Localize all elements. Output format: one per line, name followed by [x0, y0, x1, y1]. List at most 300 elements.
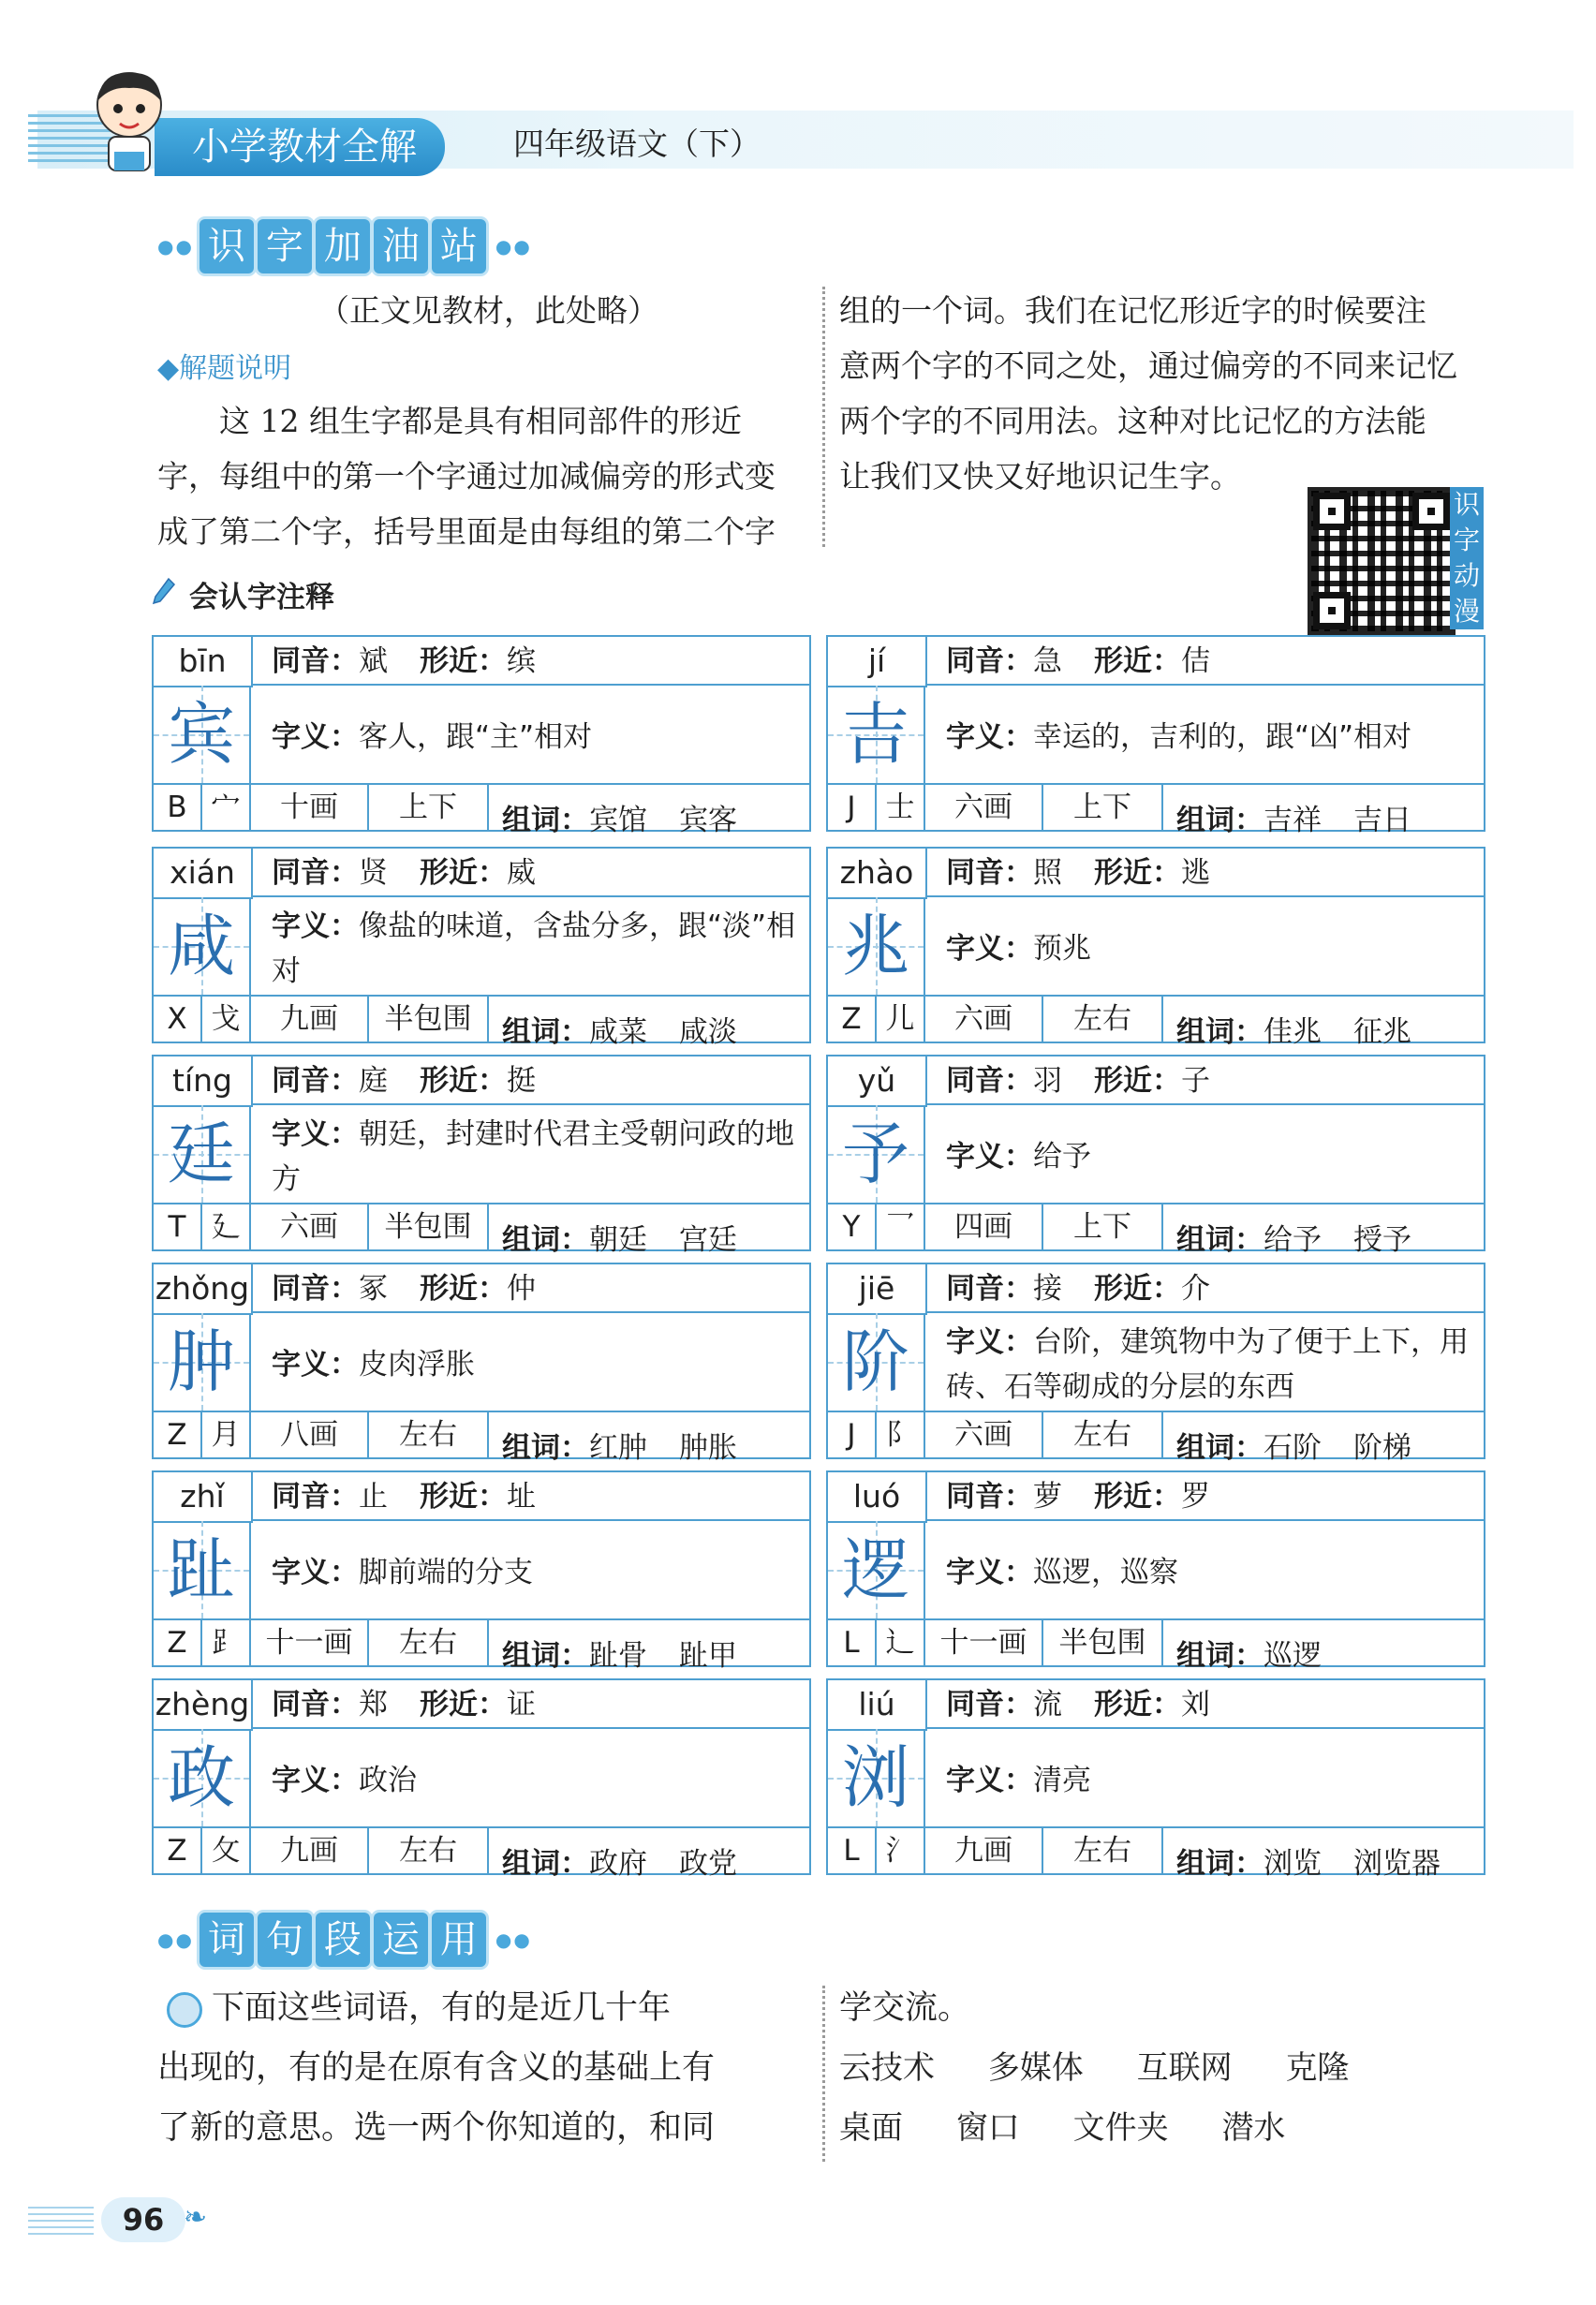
radical: 儿 [877, 997, 925, 1042]
stroke-info-row [154, 1620, 809, 1673]
stroke-count: 六画 [925, 1412, 1043, 1457]
xingjin-label: 形近： [1094, 1688, 1181, 1721]
stroke-count: 九画 [925, 1828, 1043, 1873]
homophone-similar-row [925, 637, 1484, 686]
character: 逻 [841, 1530, 909, 1609]
ziyi-label: 字义： [272, 1556, 359, 1589]
homophone-similar-row [251, 1680, 809, 1729]
title-char: 站 [432, 219, 486, 273]
character: 廷 [167, 1115, 235, 1193]
footer-stripes [28, 2207, 94, 2239]
pinyin: zhǐ [154, 1472, 253, 1523]
text-line: 两个字的不同用法。这种对比记忆的方法能 [839, 403, 1426, 439]
xingjin-value: 威 [507, 856, 536, 890]
pinyin: liú [828, 1680, 927, 1731]
xingjin-label: 形近： [1094, 1480, 1181, 1514]
stroke-info-row [828, 785, 1484, 837]
word-group [1163, 997, 1485, 1049]
word-item: 文件夹 [1072, 2109, 1169, 2147]
zuci-word: 石阶 [1264, 1431, 1322, 1465]
zuci-word: 授予 [1353, 1223, 1411, 1257]
tongyin-value: 流 [1033, 1688, 1062, 1721]
radical: 辶 [877, 1620, 925, 1665]
structure: 半包围 [1043, 1620, 1163, 1665]
initial-letter: Z [154, 1828, 202, 1873]
character: 浏 [841, 1738, 909, 1817]
word-group [1163, 1412, 1485, 1465]
zuci-word: 趾骨 [589, 1639, 647, 1673]
tongyin-value: 庭 [359, 1064, 388, 1098]
zuci-label: 组词： [502, 1847, 589, 1881]
initial-letter: B [154, 785, 202, 830]
zuci-label: 组词： [1176, 1015, 1264, 1049]
qr-finder [1313, 592, 1351, 629]
qr-label-char: 识 [1453, 489, 1480, 520]
ziyi-label: 字义： [946, 1556, 1033, 1589]
section-title-shizi [152, 214, 538, 279]
word-group [1163, 1204, 1485, 1257]
ziyi-value: 脚前端的分支 [359, 1556, 533, 1589]
zuci-word: 宫廷 [679, 1223, 737, 1257]
word-item: 窗口 [955, 2109, 1020, 2147]
text-line-content: 下面这些词语，有的是近几十年 [212, 1989, 672, 2027]
structure: 左右 [369, 1828, 489, 1873]
ziyi-label: 字义： [946, 1325, 1033, 1359]
radical: 戈 [202, 997, 251, 1042]
radical: 攵 [202, 1828, 251, 1873]
stroke-info-row [828, 1620, 1484, 1673]
structure: 左右 [1043, 1828, 1163, 1873]
zuci-word: 给予 [1264, 1223, 1322, 1257]
ziyi-value: 皮肉浮胀 [359, 1348, 475, 1382]
ziyi-value: 幸运的，吉利的，跟“凶”相对 [1033, 720, 1412, 754]
exercise-right: 学交流。 [839, 1989, 971, 2027]
mascot-icon [82, 66, 176, 178]
title-char: 句 [258, 1913, 312, 1967]
character-box [828, 1313, 925, 1412]
structure: 上下 [369, 785, 489, 830]
homophone-similar-row [925, 1264, 1484, 1313]
character-box [828, 1729, 925, 1828]
leaf-icon: ❧ [184, 2201, 208, 2234]
pinyin: xián [154, 849, 253, 899]
xingjin-label: 形近： [420, 1480, 507, 1514]
character: 咸 [167, 907, 235, 985]
zuci-word: 趾甲 [679, 1639, 737, 1673]
ziyi-label: 字义： [272, 1117, 359, 1151]
meaning-row [925, 1313, 1484, 1412]
title-dots-left: ●● [157, 1928, 194, 1951]
word-item: 云技术 [839, 2049, 935, 2087]
radical: ⻊ [202, 1620, 251, 1665]
word-item: 互联网 [1136, 2049, 1233, 2087]
stroke-count: 十画 [251, 785, 369, 830]
ziyi-label: 字义： [946, 1140, 1033, 1174]
tongyin-value: 郑 [359, 1688, 388, 1721]
initial-letter: Z [154, 1412, 202, 1457]
zuci-label: 组词： [502, 1431, 589, 1465]
ziyi-value: 客人，跟“主”相对 [359, 720, 593, 754]
structure: 左右 [1043, 997, 1163, 1042]
ziyi-label: 字义： [946, 932, 1033, 966]
pinyin: bīn [154, 637, 253, 687]
text-line: 意两个字的不同之处，通过偏旁的不同来记忆 [839, 347, 1457, 384]
character: 予 [841, 1115, 909, 1193]
ziyi-value: 像盐的味道，含盐分多，跟“淡”相对 [272, 909, 796, 988]
ziyi-value: 清亮 [1033, 1764, 1091, 1797]
zuci-word: 浏览 [1264, 1847, 1322, 1881]
tongyin-value: 萝 [1033, 1480, 1062, 1514]
meaning-row [251, 1521, 809, 1620]
explanation-left [157, 393, 813, 559]
stroke-info-row [154, 1204, 809, 1257]
xingjin-label: 形近： [420, 1064, 507, 1098]
zuci-word: 佳兆 [1264, 1015, 1322, 1049]
pinyin: zhèng [154, 1680, 253, 1731]
character-card [152, 1470, 811, 1673]
section-title-ciju [152, 1907, 538, 1973]
xingjin-value: 刘 [1181, 1688, 1210, 1721]
text-line [157, 1978, 813, 2038]
xingjin-value: 子 [1181, 1064, 1210, 1098]
initial-letter: X [154, 997, 202, 1042]
character: 趾 [167, 1530, 235, 1609]
xingjin-label: 形近： [420, 644, 507, 678]
homophone-similar-row [925, 1680, 1484, 1729]
initial-letter: Y [828, 1204, 877, 1249]
stroke-info-row [828, 1828, 1484, 1881]
title-char: 油 [374, 219, 428, 273]
tongyin-value: 冢 [359, 1272, 388, 1306]
qr-label-char: 字 [1453, 525, 1480, 555]
text-line: 让我们又快又好地识记生字。 [839, 458, 1241, 495]
text-line: 这 12 组生字都是具有相同部件的形近 [219, 403, 742, 439]
qr-label-char: 动 [1453, 560, 1480, 591]
stroke-count: 四画 [925, 1204, 1043, 1249]
title-char: 字 [258, 219, 312, 273]
zuci-word: 吉祥 [1264, 804, 1322, 837]
zuci-word: 吉日 [1353, 804, 1411, 837]
title-char: 段 [316, 1913, 370, 1967]
character-box [828, 686, 925, 785]
zuci-label: 组词： [1176, 1431, 1264, 1465]
zuci-word: 宾馆 [589, 804, 647, 837]
zuci-word: 政党 [679, 1847, 737, 1881]
ziyi-label: 字义： [946, 720, 1033, 754]
radical: 宀 [202, 785, 251, 830]
tongyin-label: 同音： [272, 1064, 359, 1098]
meaning-row [251, 1105, 809, 1204]
tongyin-label: 同音： [272, 1272, 359, 1306]
initial-letter: L [828, 1828, 877, 1873]
structure: 上下 [1043, 1204, 1163, 1249]
character: 政 [167, 1738, 235, 1817]
word-item: 多媒体 [987, 2049, 1084, 2087]
pinyin: zhǒng [154, 1264, 253, 1315]
pinyin: luó [828, 1472, 927, 1523]
zuci-word: 浏览器 [1353, 1847, 1441, 1881]
zuci-label: 组词： [502, 1223, 589, 1257]
tongyin-label: 同音： [946, 1272, 1033, 1306]
tongyin-value: 急 [1033, 644, 1062, 678]
character-card [152, 1263, 811, 1465]
title-dots-right: ●● [495, 1928, 532, 1951]
stroke-count: 六画 [251, 1204, 369, 1249]
word-group [489, 1620, 811, 1673]
zuci-word: 咸菜 [589, 1015, 647, 1049]
text-line: 了新的意思。选一两个你知道的，和同 [157, 2109, 716, 2147]
zuci-word: 政府 [589, 1847, 647, 1881]
zuci-word: 肿胀 [679, 1431, 737, 1465]
zuci-label: 组词： [1176, 1847, 1264, 1881]
tongyin-value: 照 [1033, 856, 1062, 890]
text-line: 出现的，有的是在原有含义的基础上有 [157, 2049, 716, 2087]
xingjin-value: 逃 [1181, 856, 1210, 890]
exercise-left [157, 1978, 813, 2158]
word-list [839, 2100, 1328, 2156]
radical: 乛 [877, 1204, 925, 1249]
pinyin: zhào [828, 849, 927, 899]
zuci-word: 征兆 [1353, 1015, 1411, 1049]
meaning-row [251, 897, 809, 997]
book-title: 四年级语文（下） [513, 126, 761, 162]
stroke-info-row [154, 1412, 809, 1465]
ziyi-label: 字义： [272, 1348, 359, 1382]
stroke-count: 九画 [251, 997, 369, 1042]
tongyin-label: 同音： [946, 1480, 1033, 1514]
stroke-count: 九画 [251, 1828, 369, 1873]
character-box [154, 1313, 251, 1412]
character-box [154, 1521, 251, 1620]
xingjin-value: 址 [507, 1480, 536, 1514]
zuci-label: 组词： [1176, 1223, 1264, 1257]
text-line: 字，每组中的第一个字通过加减偏旁的形式变 [157, 458, 776, 495]
column-divider [822, 1986, 825, 2162]
word-group [1163, 785, 1485, 837]
zuci-word: 咸淡 [679, 1015, 737, 1049]
xingjin-label: 形近： [420, 856, 507, 890]
xingjin-label: 形近： [420, 1272, 507, 1306]
series-title: 小学教材全解 [155, 118, 445, 176]
ziyi-label: 字义： [272, 1764, 359, 1797]
tongyin-label: 同音： [272, 1688, 359, 1721]
tongyin-label: 同音： [946, 856, 1033, 890]
meaning-row [251, 686, 809, 785]
word-group [489, 1412, 811, 1465]
pinyin: yǔ [828, 1056, 927, 1107]
qr-code-icon[interactable] [1308, 487, 1456, 635]
xingjin-value: 仲 [507, 1272, 536, 1306]
word-item: 克隆 [1285, 2049, 1350, 2087]
radical: 士 [877, 785, 925, 830]
character-box [154, 686, 251, 785]
qr-label [1450, 487, 1484, 629]
reference-note: （正文见教材，此处略） [318, 292, 658, 329]
xingjin-label: 形近： [1094, 1064, 1181, 1098]
subsection-heading: 会认字注释 [189, 581, 334, 614]
stroke-count: 十一画 [925, 1620, 1043, 1665]
structure: 半包围 [369, 997, 489, 1042]
ziyi-value: 给予 [1033, 1140, 1091, 1174]
ziyi-label: 字义： [272, 720, 359, 754]
tongyin-label: 同音： [946, 1064, 1033, 1098]
word-group [489, 1204, 811, 1257]
word-group [489, 785, 811, 837]
homophone-similar-row [251, 1472, 809, 1521]
initial-letter: L [828, 1620, 877, 1665]
zuci-word: 红肿 [589, 1431, 647, 1465]
radical: 阝 [877, 1412, 925, 1457]
tongyin-label: 同音： [272, 644, 359, 678]
homophone-similar-row [251, 849, 809, 897]
tongyin-value: 斌 [359, 644, 388, 678]
character-box [154, 1105, 251, 1204]
tongyin-value: 贤 [359, 856, 388, 890]
radical: 月 [202, 1412, 251, 1457]
zuci-word: 朝廷 [589, 1223, 647, 1257]
column-divider [822, 287, 825, 547]
ziyi-value: 巡逻，巡察 [1033, 1556, 1178, 1589]
character-card [826, 1470, 1485, 1673]
text-line: 成了第二个字，括号里面是由每组的第二个字 [157, 513, 776, 550]
xingjin-value: 佶 [1181, 644, 1210, 678]
character-card [826, 847, 1485, 1049]
meaning-row [925, 686, 1484, 785]
ziyi-value: 预兆 [1033, 932, 1091, 966]
tongyin-label: 同音： [946, 644, 1033, 678]
ziyi-label: 字义： [272, 909, 359, 943]
title-char: 加 [316, 219, 370, 273]
tongyin-label: 同音： [946, 1688, 1033, 1721]
title-char: 用 [432, 1913, 486, 1967]
structure: 半包围 [369, 1204, 489, 1249]
meaning-row [251, 1313, 809, 1412]
pinyin: tíng [154, 1056, 253, 1107]
homophone-similar-row [251, 1056, 809, 1105]
word-item: 潜水 [1221, 2109, 1286, 2147]
word-item: 桌面 [839, 2109, 903, 2147]
character-card [152, 1055, 811, 1257]
word-group [1163, 1828, 1485, 1881]
question-icon [167, 1992, 202, 2028]
explanation-heading: ◆解题说明 [157, 352, 292, 385]
meaning-row [925, 1105, 1484, 1204]
tongyin-label: 同音： [272, 856, 359, 890]
pencil-icon [152, 577, 176, 605]
title-dots-left: ●● [157, 235, 194, 258]
zuci-label: 组词： [1176, 1639, 1264, 1673]
structure: 左右 [1043, 1412, 1163, 1457]
stroke-count: 十一画 [251, 1620, 369, 1665]
homophone-similar-row [925, 1472, 1484, 1521]
xingjin-label: 形近： [420, 1688, 507, 1721]
zuci-word: 巡逻 [1264, 1639, 1322, 1673]
stroke-info-row [828, 997, 1484, 1049]
structure: 左右 [369, 1412, 489, 1457]
homophone-similar-row [251, 637, 809, 686]
qr-finder [1412, 493, 1450, 530]
stroke-info-row [154, 997, 809, 1049]
word-list [839, 2040, 1392, 2096]
structure: 左右 [369, 1620, 489, 1665]
stroke-info-row [828, 1204, 1484, 1257]
meaning-row [251, 1729, 809, 1828]
meaning-row [925, 897, 1484, 997]
tongyin-label: 同音： [272, 1480, 359, 1514]
xingjin-value: 介 [1181, 1272, 1210, 1306]
character-box [828, 1521, 925, 1620]
zuci-label: 组词： [502, 1015, 589, 1049]
meaning-row [925, 1521, 1484, 1620]
zuci-word: 宾客 [679, 804, 737, 837]
initial-letter: T [154, 1204, 202, 1249]
character-card [152, 1678, 811, 1881]
initial-letter: J [828, 1412, 877, 1457]
character-card [152, 847, 811, 1049]
xingjin-value: 挺 [507, 1064, 536, 1098]
ziyi-label: 字义： [946, 1764, 1033, 1797]
xingjin-label: 形近： [1094, 644, 1181, 678]
tongyin-value: 接 [1033, 1272, 1062, 1306]
qr-label-char: 漫 [1453, 596, 1480, 627]
character: 吉 [841, 695, 909, 774]
character: 宾 [167, 695, 235, 774]
qr-finder [1313, 493, 1351, 530]
character-box [828, 897, 925, 997]
zuci-label: 组词： [1176, 804, 1264, 837]
word-group [489, 997, 811, 1049]
character-card [826, 1263, 1485, 1465]
character: 兆 [841, 907, 909, 985]
initial-letter: Z [154, 1620, 202, 1665]
zuci-label: 组词： [502, 1639, 589, 1673]
homophone-similar-row [925, 849, 1484, 897]
word-group [489, 1828, 811, 1881]
zuci-label: 组词： [502, 804, 589, 837]
zuci-word: 阶梯 [1353, 1431, 1411, 1465]
title-char: 词 [200, 1913, 254, 1967]
pinyin: jí [828, 637, 927, 687]
character: 肿 [167, 1322, 235, 1401]
xingjin-label: 形近： [1094, 856, 1181, 890]
xingjin-value: 罗 [1181, 1480, 1210, 1514]
stroke-info-row [154, 785, 809, 837]
character-card [826, 635, 1485, 837]
xingjin-value: 缤 [507, 644, 536, 678]
structure: 上下 [1043, 785, 1163, 830]
title-char: 运 [374, 1913, 428, 1967]
text-line: 组的一个词。我们在记忆形近字的时候要注 [839, 292, 1426, 329]
character-card [826, 1055, 1485, 1257]
stroke-count: 八画 [251, 1412, 369, 1457]
title-char: 识 [200, 219, 254, 273]
xingjin-label: 形近： [1094, 1272, 1181, 1306]
ziyi-value: 朝廷，封建时代君主受朝问政的地方 [272, 1117, 794, 1196]
character-box [154, 1729, 251, 1828]
xingjin-value: 证 [507, 1688, 536, 1721]
stroke-count: 六画 [925, 785, 1043, 830]
radical: 氵 [877, 1828, 925, 1873]
stroke-info-row [154, 1828, 809, 1881]
ziyi-value: 台阶，建筑物中为了便于上下，用砖、石等砌成的分层的东西 [946, 1325, 1469, 1404]
meaning-row [925, 1729, 1484, 1828]
explanation-right [839, 283, 1495, 504]
word-group [1163, 1620, 1485, 1673]
radical: 廴 [202, 1204, 251, 1249]
tongyin-value: 止 [359, 1480, 388, 1514]
pinyin: jiē [828, 1264, 927, 1315]
initial-letter: Z [828, 997, 877, 1042]
